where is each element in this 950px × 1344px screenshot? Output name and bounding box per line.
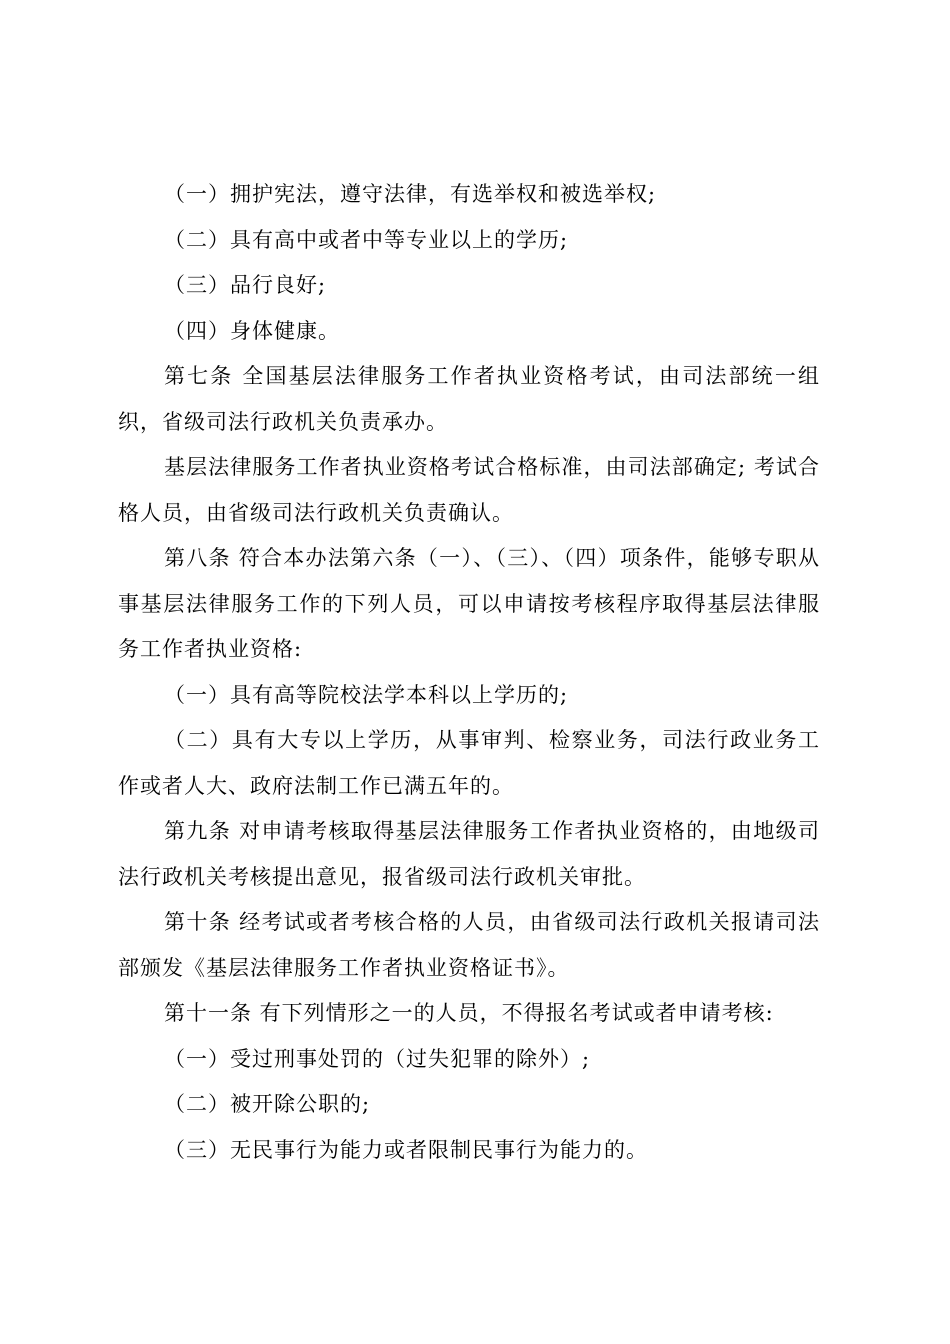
paragraph-1: （一）拥护宪法，遵守法律，有选举权和被选举权; (164, 182, 657, 206)
article-8: 第八条 符合本办法第六条（一）、（三）、（四）项条件，能够专职从事基层法律服务工作的下列人员，可以申请按考核程序取得基层法律服务工作者执业资格: (118, 546, 820, 661)
paragraph-13: （一）受过刑事处罚的（过失犯罪的除外）; (164, 1046, 591, 1071)
article-9: 第九条 对申请考核取得基层法律服务工作者执业资格的，由地级司法行政机关考核提出意见，报省级司法行政机关审批。 (118, 819, 820, 889)
article-7: 第七条 全国基层法律服务工作者执业资格考试，由司法部统一组织，省级司法行政机关负责承办。 (118, 364, 820, 434)
paragraph-3: （三）品行良好; (164, 273, 327, 297)
paragraph-15: （三）无民事行为能力或者限制民事行为能力的。 (164, 1137, 648, 1162)
paragraph-6: 基层法律服务工作者执业资格考试合格标准，由司法部确定; 考试合格人员，由省级司法行政机关负责确认。 (118, 455, 820, 525)
document-page (118, 172, 820, 1173)
paragraph-4: （四）身体健康。 (164, 318, 340, 343)
paragraph-8: （一）具有高等院校法学本科以上学历的; (164, 682, 569, 707)
article-11: 第十一条 有下列情形之一的人员，不得报名考试或者申请考核: (164, 1001, 774, 1025)
paragraph-9: （二）具有大专以上学历，从事审判、检察业务，司法行政业务工作或者人大、政府法制工作已满五年的。 (118, 728, 820, 798)
paragraph-2: （二）具有高中或者中等专业以上的学历; (164, 227, 569, 252)
paragraph-14: （二）被开除公职的; (164, 1092, 371, 1116)
article-10: 第十条 经考试或者考核合格的人员，由省级司法行政机关报请司法部颁发《基层法律服务工作者执业资格证书》。 (118, 910, 820, 980)
